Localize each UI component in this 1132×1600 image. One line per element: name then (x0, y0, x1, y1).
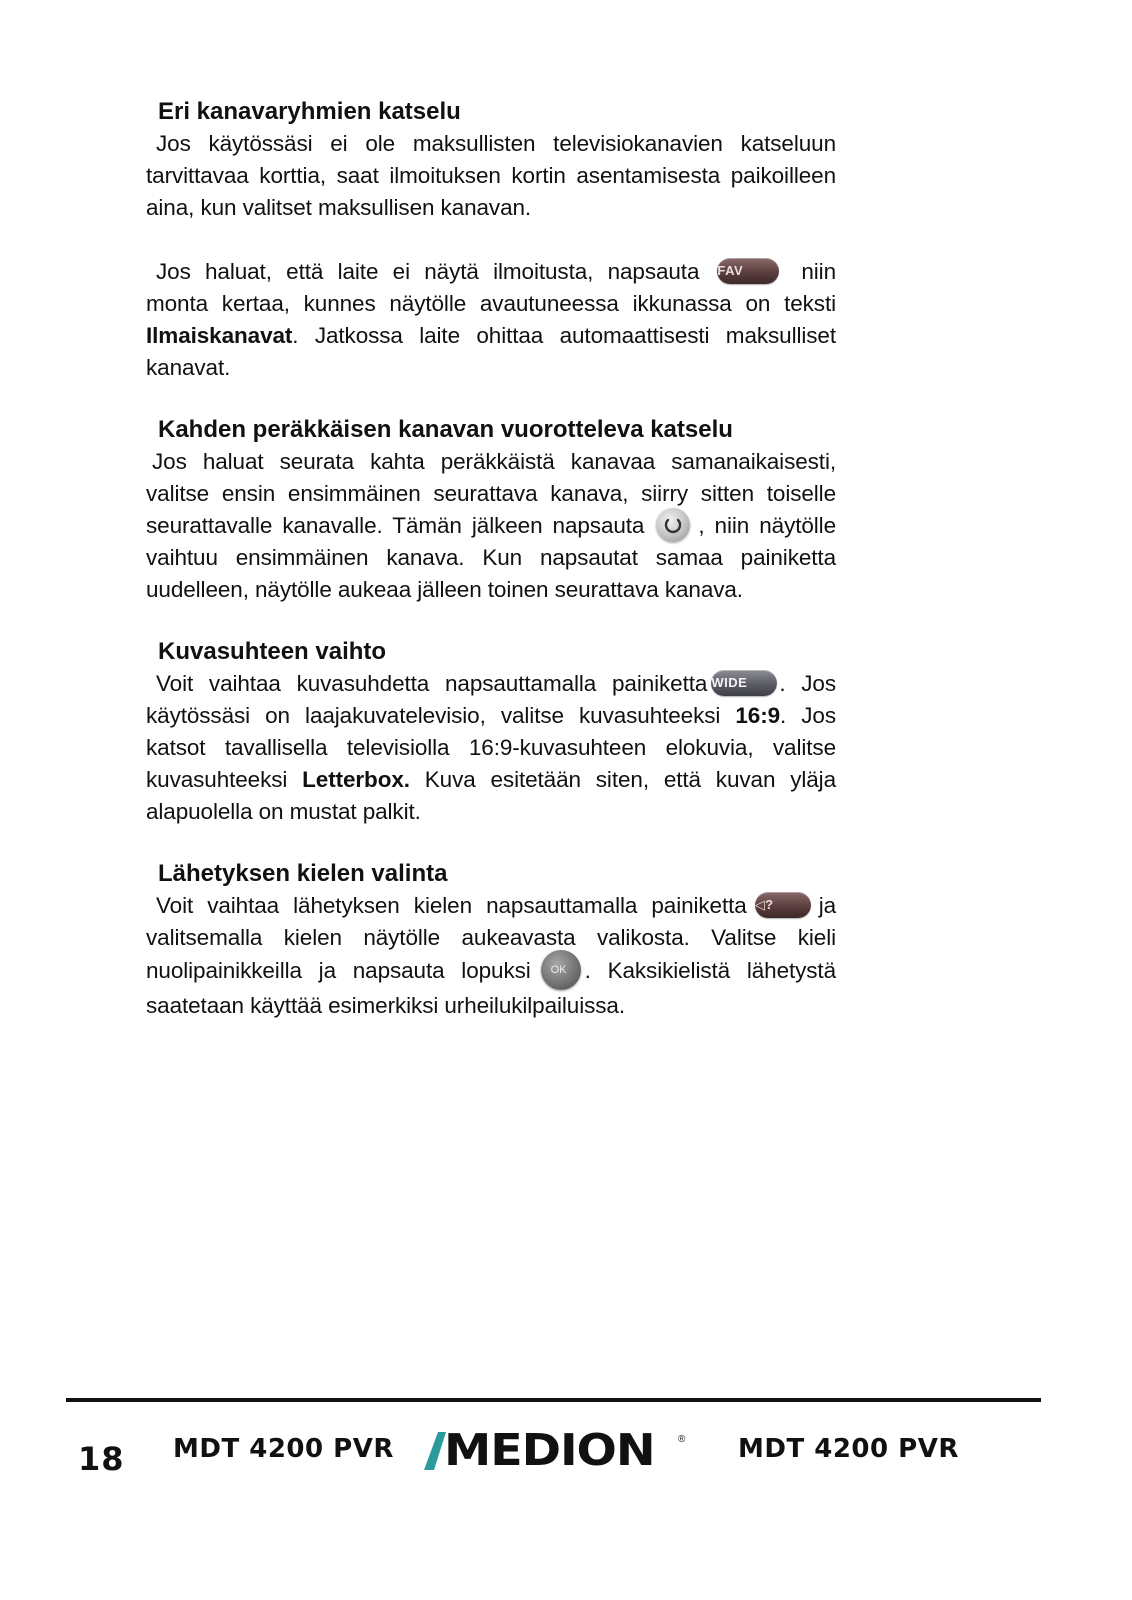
medion-logo (424, 1426, 690, 1476)
model-name-left: MDT 4200 PVR (173, 1434, 394, 1464)
paragraph-card-notice: Jos käytössäsi ei ole maksullisten televisiokanavien katseluun tarvittavaa korttia, saat ilmoituksen kortin asentamisesta paikoilleen aina, kun valitset maksullisen kanavan. (146, 131, 836, 220)
page-number: 18 (78, 1440, 125, 1478)
swap-channel-icon (656, 508, 690, 542)
section-heading-channel-groups: Eri kanavaryhmien katselu (158, 98, 461, 125)
paragraph-fav: Jos haluat, että laite ei näytä ilmoitusta, napsauta FAV niin monta kertaa, kunnes näytölle avautuneessa ikkunassa on teksti Ilmaiskanavat. Jatkossa laite ohittaa automaattisesti maksulliset kanavat. (146, 259, 836, 380)
page-content (146, 96, 836, 1022)
free-channels-label: Ilmaiskanavat (146, 323, 293, 348)
letterbox-label: Letterbox. (302, 767, 410, 793)
fav-button-icon: FAV (717, 258, 779, 284)
section-heading-language: Lähetyksen kielen valinta (158, 860, 448, 888)
wide-button-icon: WIDE (711, 670, 777, 696)
registered-mark: ® (678, 1434, 686, 1445)
footer-rule (66, 1398, 1041, 1402)
model-name-right: MDT 4200 PVR (738, 1434, 959, 1464)
audio-language-icon: ◁? (755, 892, 811, 918)
paragraph-language: Voit vaihtaa lähetyksen kielen napsauttamalla painiketta ◁? ja valitsemalla kielen näytölle aukeavasta valikosta. Valitse kieli nuolipainikkeilla ja napsauta lopuksi OK . Kaksikielistä lähetystä saatetaan käyttää esimerkiksi urheilukilpailuissa. (146, 893, 836, 1019)
brand-name: MEDION (444, 1425, 655, 1476)
section-heading-aspect-ratio: Kuvasuhteen vaihto (158, 638, 387, 666)
paragraph-alternate: Jos haluat seurata kahta peräkkäistä kanavaa samanaikaisesti, valitse ensin ensimmäinen seurattava kanava, siirry sitten toiselle seurattavalle kanavalle. Tämän jälkeen napsauta , niin näytölle vaihtuu ensimmäinen kanava. Kun napsautat samaa painiketta uudelleen, näytölle aukeaa jälleen toinen seurattava kanava. (146, 449, 836, 603)
ratio-16-9-label: 16:9 (735, 703, 781, 729)
ok-button-icon: OK (541, 950, 581, 990)
section-heading-alternate-view: Kahden peräkkäisen kanavan vuorotteleva katselu (158, 416, 733, 443)
paragraph-aspect: Voit vaihtaa kuvasuhdetta napsauttamalla painiketta WIDE . Jos käytössäsi on laajakuvatelevisio, valitse kuvasuhteeksi 16:9. Jos katsot tavallisella televisiolla 16:9-kuvasuhteen elokuvia, valitse kuvasuhteeksi Letterbox. Kuva esitetään siten, että kuvan yläja alapuolella on mustat palkit. (146, 671, 836, 825)
